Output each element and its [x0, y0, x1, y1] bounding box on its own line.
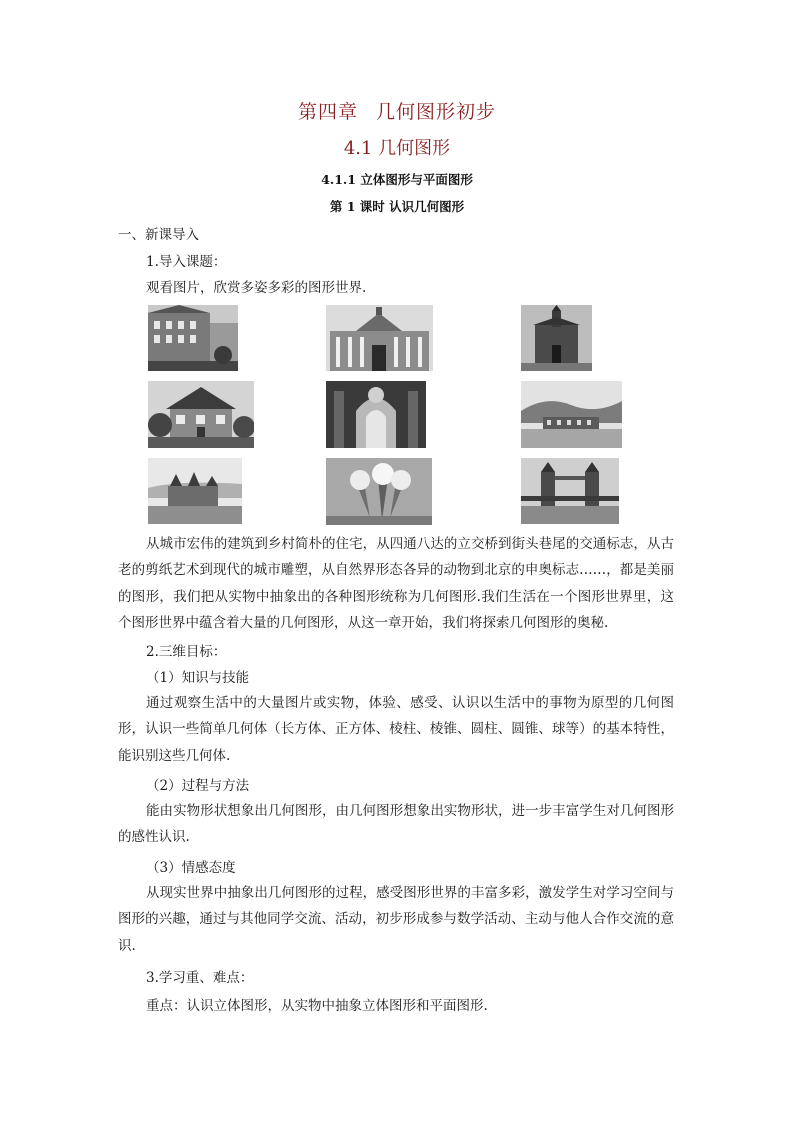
- ice-cream-sculpture-photo: [326, 458, 432, 525]
- basilica-interior-photo: [326, 381, 426, 448]
- church-photo: [521, 305, 592, 371]
- intro-paragraph: 从城市宏伟的建筑到乡村简朴的住宅，从四通八达的立交桥到街头巷尾的交通标志，从古老的剪纸艺术到现代的城市雕塑，从自然界形态各异的动物到北京的申奥标志……，都是美丽的图形，我们把从实物中抽象出的各种图形统称为几何图形.我们生活在一个图形世界里，这个图形世界中蕴含着大量的几何图形，从这一章开始，我们将探索几何图形的奥秘.: [118, 536, 674, 632]
- house-photo: [148, 381, 254, 448]
- process-text: 能由实物形状想象出几何图形，由几何图形想象出实物形状，进一步丰富学生对几何图形的感性认识.: [118, 803, 674, 846]
- castle-photo: [148, 458, 242, 524]
- key-points-text: 重点：认识立体图形，从实物中抽象立体图形和平面图形.: [146, 998, 488, 1014]
- emotion-text: 从现实世界中抽象出几何图形的过程，感受图形世界的丰富多彩，激发学生对学习空间与图形的兴趣，通过与其他同学交流、活动，初步形成参与数学活动、主动与他人合作交流的意识.: [118, 885, 674, 954]
- intro-heading: 一、新课导入: [118, 227, 199, 243]
- intro-item-1: 1.导入课题：: [146, 254, 227, 270]
- section-title: 4.1 几何图形: [343, 138, 451, 159]
- process-title: （2）过程与方法: [146, 778, 250, 794]
- tower-bridge-photo: [521, 458, 619, 524]
- subsection-title: 4.1.1 立体图形与平面图形: [321, 172, 473, 187]
- chapter-title: [0, 97, 794, 124]
- chapter-name: 几何图形初步: [376, 101, 497, 123]
- lakeside-palace-photo: [521, 381, 622, 448]
- goals-item-2: 2.三维目标：: [146, 644, 227, 660]
- knowledge-title: （1）知识与技能: [146, 670, 250, 686]
- knowledge-text: 通过观察生活中的大量图片或实物，体验、感受、认识以生活中的事物为原型的几何图形，认识一些简单几何体（长方体、正方体、棱柱、棱锥、圆柱、圆锥、球等）的基本特性，能识别这些几何体.: [118, 695, 674, 764]
- lesson-title: 第 1 课时 认识几何图形: [329, 199, 465, 214]
- chapter-number: 第四章: [297, 101, 358, 123]
- key-points-item-3: 3.学习重、难点：: [146, 970, 254, 986]
- townhouse-photo: [148, 305, 238, 371]
- cathedral-photo: [326, 305, 433, 371]
- intro-lead: 观看图片，欣赏多姿多彩的图形世界.: [146, 280, 367, 296]
- emotion-title: （3）情感态度: [146, 860, 236, 876]
